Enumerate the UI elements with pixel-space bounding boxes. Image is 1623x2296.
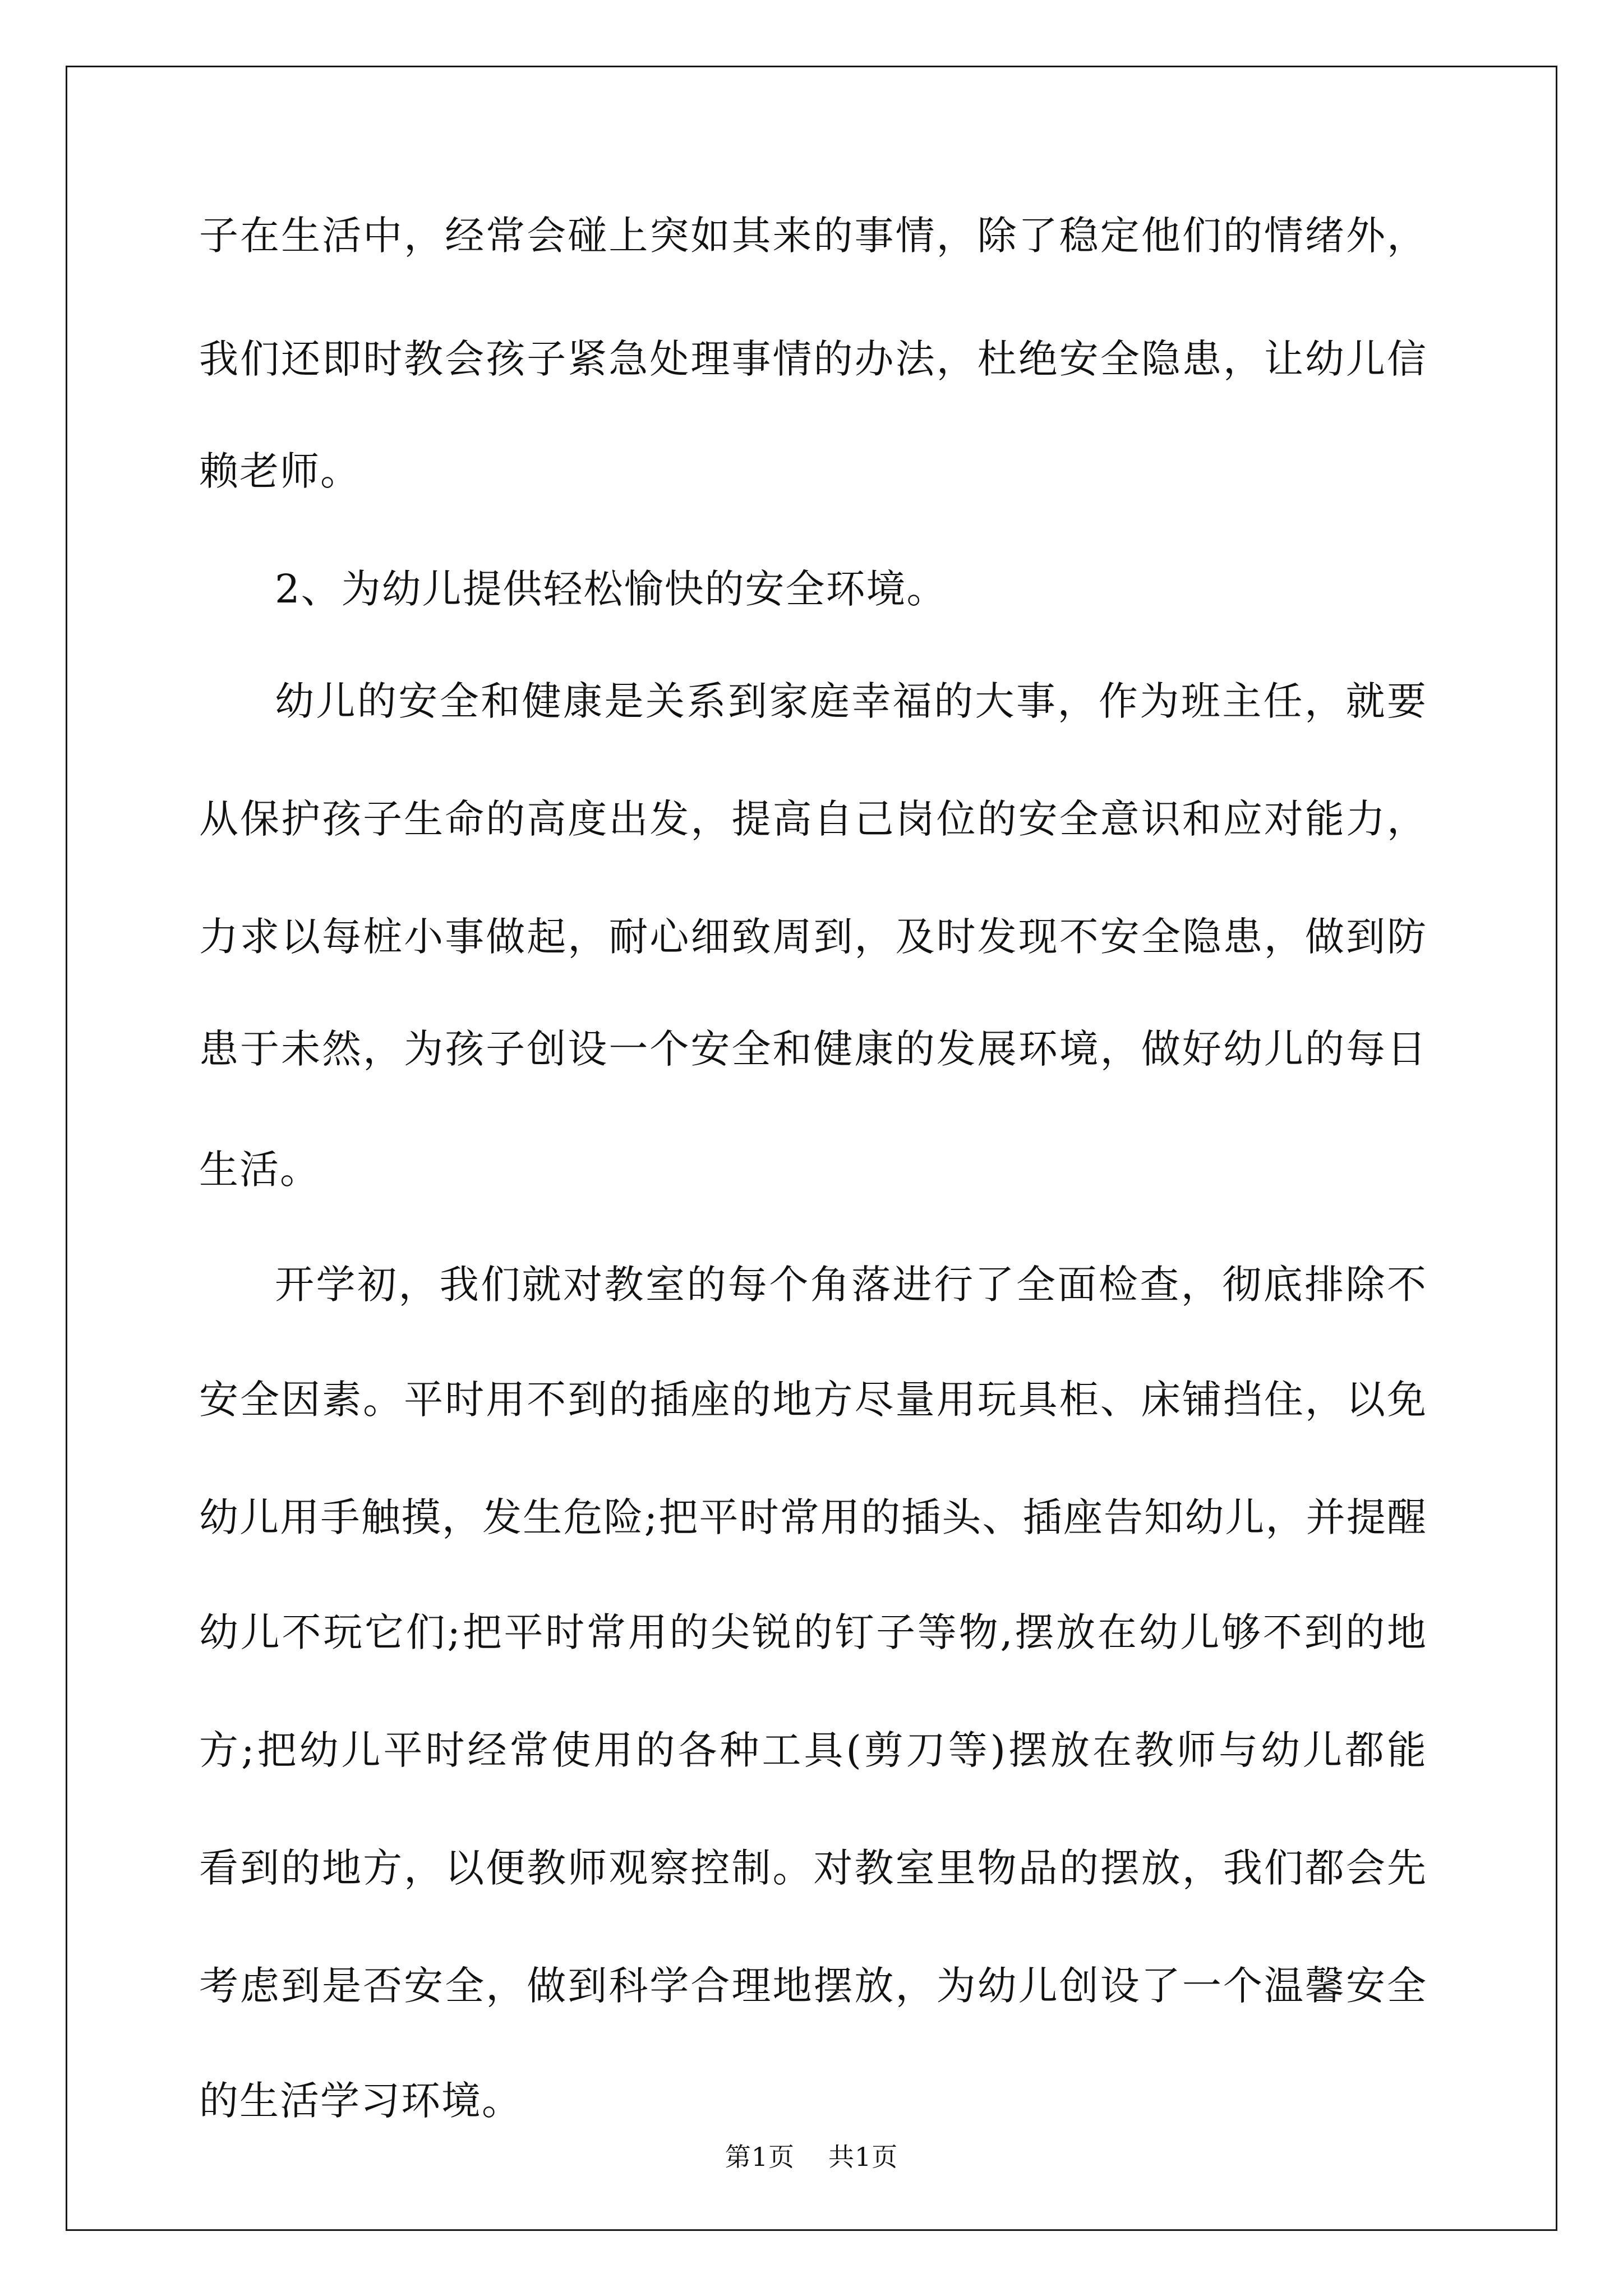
heading-line: 2、为幼儿提供轻松愉快的安全环境。 bbox=[275, 566, 947, 612]
text-line: 赖老师。 bbox=[199, 448, 361, 494]
text-line: 安全因素。平时用不到的插座的地方尽量用玩具柜、床铺挡住，以免 bbox=[199, 1377, 1427, 1423]
text-line: 从保护孩子生命的高度出发，提高自己岗位的安全意识和应对能力， bbox=[199, 796, 1427, 842]
text-line: 生活。 bbox=[199, 1147, 320, 1193]
text-line: 的生活学习环境。 bbox=[199, 2078, 522, 2124]
text-line: 力求以每桩小事做起，耐心细致周到，及时发现不安全隐患，做到防 bbox=[199, 914, 1427, 960]
text-line: 子在生活中，经常会碰上突如其来的事情，除了稳定他们的情绪外， bbox=[199, 213, 1427, 259]
page-number: 第1页 bbox=[725, 2142, 795, 2172]
text-line: 幼儿的安全和健康是关系到家庭幸福的大事，作为班主任，就要 bbox=[275, 678, 1427, 724]
text-line: 患于未然，为孩子创设一个安全和健康的发展环境，做好幼儿的每日 bbox=[199, 1026, 1427, 1072]
text-line: 考虑到是否安全，做到科学合理地摆放，为幼儿创设了一个温馨安全 bbox=[199, 1963, 1427, 2009]
text-line: 幼儿用手触摸，发生危险;把平时常用的插头、插座告知幼儿，并提醒 bbox=[199, 1494, 1427, 1540]
text-line: 方;把幼儿平时经常使用的各种工具(剪刀等)摆放在教师与幼儿都能 bbox=[199, 1727, 1427, 1773]
text-line: 看到的地方，以便教师观察控制。对教室里物品的摆放，我们都会先 bbox=[199, 1845, 1427, 1891]
text-line: 开学初，我们就对教室的每个角落进行了全面检查，彻底排除不 bbox=[275, 1262, 1427, 1308]
text-line: 幼儿不玩它们;把平时常用的尖锐的钉子等物,摆放在幼儿够不到的地 bbox=[199, 1609, 1427, 1655]
page-footer bbox=[0, 2140, 1623, 2174]
text-line: 我们还即时教会孩子紧急处理事情的办法，杜绝安全隐患，让幼儿信 bbox=[199, 336, 1427, 382]
page-total: 共1页 bbox=[828, 2142, 898, 2172]
